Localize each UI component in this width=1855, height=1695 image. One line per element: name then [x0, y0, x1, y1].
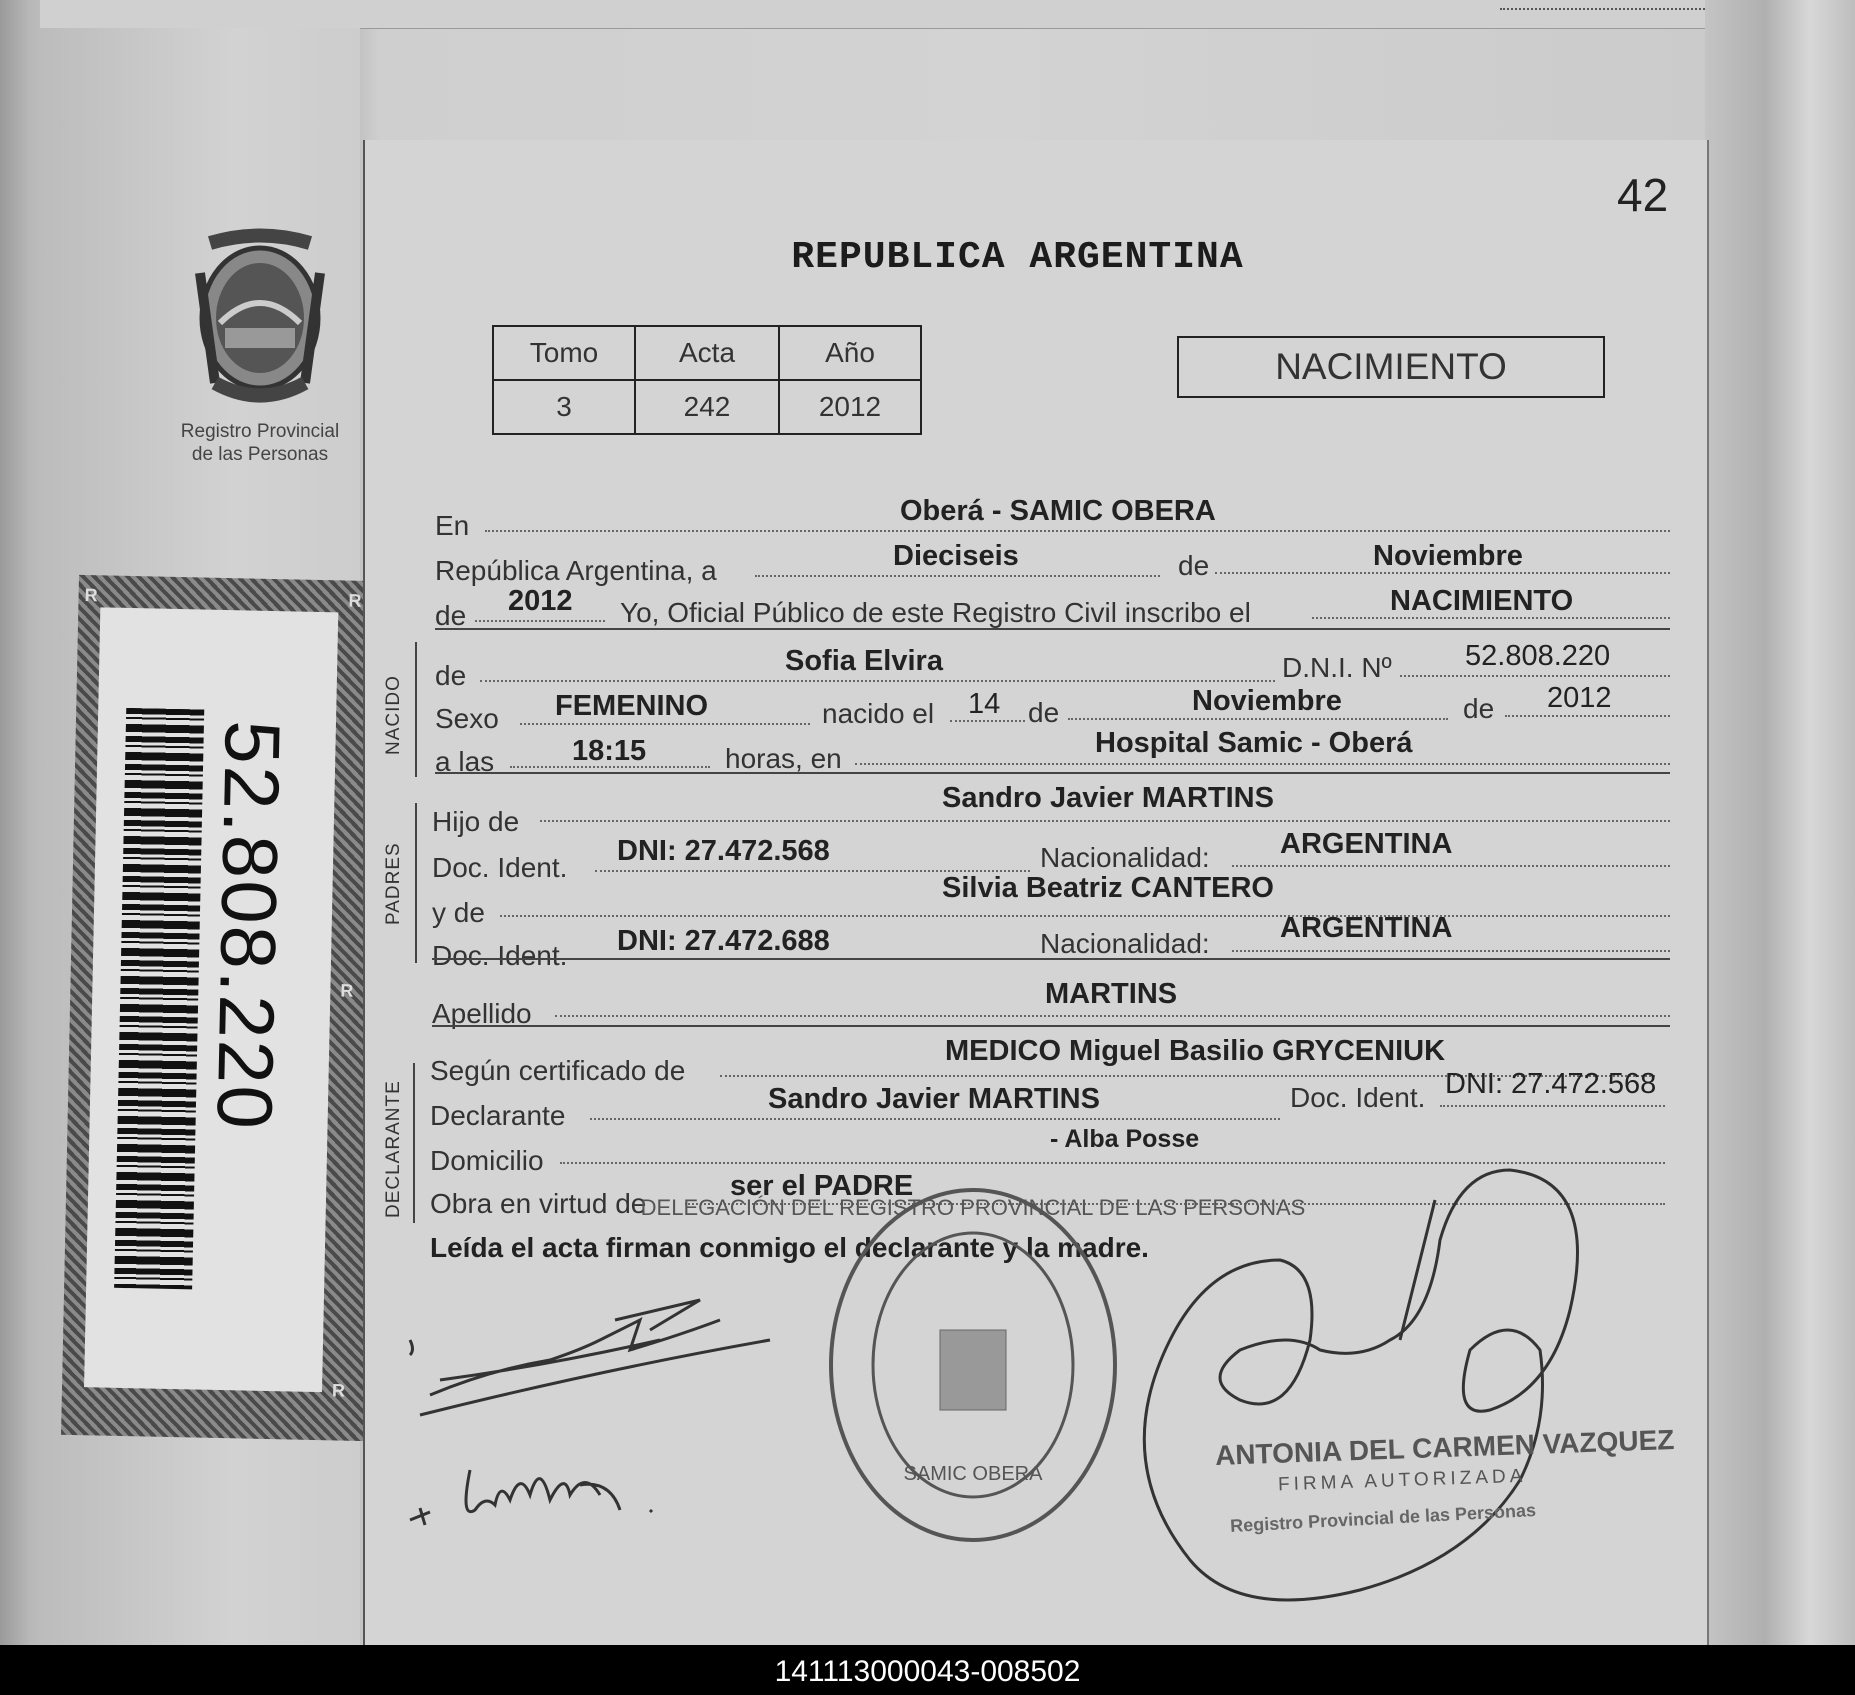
label-apellido: Apellido	[432, 998, 532, 1029]
sticker-pattern-letter: R	[331, 1380, 346, 1401]
label-doc-ident: Doc. Ident.	[432, 940, 568, 971]
dotted-line	[540, 820, 1670, 822]
barcode-sticker	[61, 575, 384, 1441]
value-anio-nacimiento: 2012	[1547, 682, 1612, 714]
label-horas-en: horas, en	[725, 743, 842, 774]
value-anio-inscripcion: 2012	[508, 585, 573, 617]
label-a-las: a las	[435, 746, 495, 777]
record-table-header-row	[493, 326, 921, 380]
label-nacionalidad: Nacionalidad:	[1040, 928, 1210, 959]
dotted-line	[590, 1118, 1280, 1120]
page-number: 42	[1617, 169, 1669, 221]
value-mes-inscripcion: Noviembre	[1373, 540, 1523, 572]
value-dni: 52.808.220	[1465, 640, 1611, 672]
dotted-line	[1440, 1105, 1665, 1107]
official-role: FIRMA AUTORIZADA	[1277, 1465, 1527, 1496]
value-dia-inscripcion: Dieciseis	[893, 540, 1019, 572]
value-domicilio: - Alba Posse	[1050, 1125, 1200, 1153]
section-divider	[435, 772, 1670, 774]
value-tomo: 3	[493, 380, 635, 434]
value-madre: Silvia Beatriz CANTERO	[942, 872, 1274, 904]
seal-text: DELEGACIÓN DEL REGISTRO PROVINCIAL DE LAS PERSONAS	[640, 1195, 1306, 1220]
side-bracket	[415, 803, 417, 963]
dotted-line	[1232, 865, 1670, 867]
side-label-padres: PADRES	[383, 842, 404, 925]
side-bracket	[413, 1063, 415, 1223]
value-en-virtud: ser el PADRE	[730, 1170, 914, 1202]
dotted-line	[1068, 718, 1448, 720]
sticker-number: 52.808.220	[200, 719, 298, 1132]
header-acta: Acta	[635, 326, 779, 380]
value-padre-nacionalidad: ARGENTINA	[1280, 828, 1453, 860]
dotted-line	[500, 915, 1670, 917]
value-acta: 242	[635, 380, 779, 434]
dotted-line	[475, 620, 605, 622]
label-nacido-el: nacido el	[822, 698, 935, 729]
side-label-nacido: NACIDO	[383, 675, 404, 755]
document-title: REPUBLICA ARGENTINA	[791, 236, 1244, 279]
official-signature	[1130, 1160, 1650, 1620]
label-yo-oficial: Yo, Oficial Público de este Registro Civil inscribo el	[620, 597, 1251, 628]
record-table-value-row	[493, 380, 921, 434]
section-divider	[435, 628, 1670, 630]
label-de: de	[1463, 693, 1495, 724]
sticker-pattern-letter: R	[84, 585, 98, 606]
value-anio: 2012	[779, 380, 921, 434]
label-hijo-de: Hijo de	[432, 806, 520, 837]
header-tomo: Tomo	[493, 326, 635, 380]
previous-page-strip	[40, 0, 1720, 29]
mother-signature	[400, 1440, 660, 1530]
seal-center-text: SAMIC OBERA	[903, 1463, 1043, 1485]
label-doc-ident-declarante: Doc. Ident.	[1290, 1082, 1426, 1113]
label-declarante: Declarante	[430, 1100, 566, 1131]
dotted-line	[1505, 715, 1670, 717]
label-de: de	[1178, 550, 1210, 581]
value-lugar-nacimiento: Hospital Samic - Oberá	[1095, 727, 1413, 759]
label-domicilio: Domicilio	[430, 1145, 544, 1176]
value-padre: Sandro Javier MARTINS	[942, 782, 1274, 814]
value-declarante: Sandro Javier MARTINS	[768, 1083, 1100, 1115]
section-divider	[432, 958, 1670, 960]
sticker-label	[84, 607, 338, 1392]
label-y-de: y de	[432, 897, 485, 928]
barcode	[114, 708, 204, 1290]
dotted-line	[755, 575, 1160, 577]
label-doc-ident: Doc. Ident.	[432, 852, 568, 883]
act-type-box: NACIMIENTO	[1177, 336, 1605, 398]
closing-statement: Leída el acta firman conmigo el declarante y la madre.	[430, 1232, 1149, 1263]
declarant-signature	[400, 1280, 780, 1420]
value-madre-nacionalidad: ARGENTINA	[1280, 912, 1453, 944]
dotted-line	[480, 680, 1275, 682]
value-dia-nacimiento: 14	[968, 688, 1001, 720]
value-certificado: MEDICO Miguel Basilio GRYCENIUK	[945, 1035, 1446, 1067]
official-name: ANTONIA DEL CARMEN VAZQUEZ	[1214, 1423, 1675, 1472]
record-table	[492, 325, 922, 435]
dotted-line	[485, 530, 1670, 532]
value-declarante-doc: DNI: 27.472.568	[1445, 1068, 1657, 1100]
registry-name-line1: Registro Provincial	[180, 421, 340, 442]
registry-name-line2: de las Personas	[191, 444, 329, 465]
dotted-line	[1232, 950, 1670, 952]
label-republica: República Argentina, a	[435, 555, 717, 586]
dotted-line	[555, 1015, 1670, 1017]
label-en: En	[435, 510, 470, 541]
value-apellido: MARTINS	[1045, 978, 1178, 1010]
value-sexo: FEMENINO	[555, 690, 709, 722]
label-nacionalidad: Nacionalidad:	[1040, 842, 1210, 873]
label-de: de	[1028, 697, 1060, 728]
dotted-line	[1400, 675, 1670, 677]
sticker-pattern-letter: R	[340, 980, 354, 1001]
dotted-line	[520, 723, 810, 725]
registry-name	[150, 420, 370, 466]
label-de: de	[435, 660, 467, 691]
official-office: Registro Provincial de las Personas	[1229, 1500, 1537, 1536]
footer-bar	[0, 1645, 1855, 1695]
value-hora: 18:15	[572, 735, 647, 767]
label-sexo: Sexo	[435, 703, 499, 734]
value-madre-doc: DNI: 27.472.688	[617, 925, 830, 957]
side-bracket	[415, 642, 417, 777]
document-id-code: 141113000043-008502	[774, 1655, 1081, 1688]
label-obra-en-virtud: Obra en virtud de	[430, 1188, 647, 1219]
label-dni: D.N.I. Nº	[1282, 652, 1392, 683]
value-nombre: Sofia Elvira	[785, 645, 943, 677]
dotted-line	[855, 763, 1670, 765]
side-label-declarante: DECLARANTE	[383, 1080, 404, 1218]
value-acto: NACIMIENTO	[1390, 585, 1574, 617]
value-padre-doc: DNI: 27.472.568	[617, 835, 830, 867]
value-mes-nacimiento: Noviembre	[1192, 685, 1342, 717]
label-de: de	[435, 600, 467, 631]
label-segun-certificado: Según certificado de	[430, 1055, 686, 1086]
sticker-pattern-letter: R	[348, 590, 362, 611]
value-lugar: Oberá - SAMIC OBERA	[900, 495, 1216, 527]
section-divider	[432, 1025, 1670, 1027]
header-anio: Año	[779, 326, 921, 380]
